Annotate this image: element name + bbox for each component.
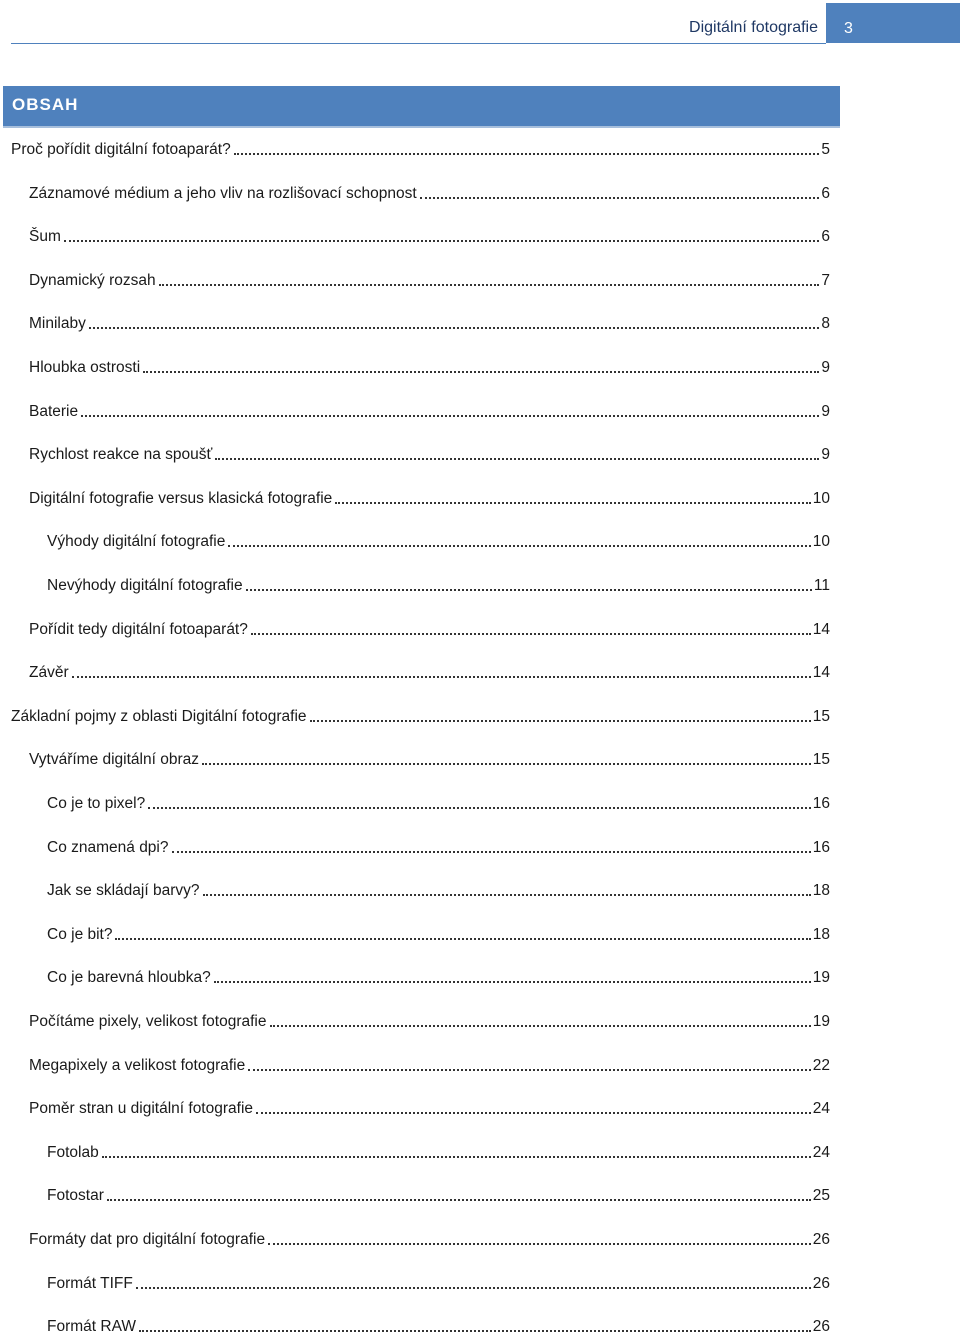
toc-dot-leader xyxy=(143,371,819,373)
toc-dot-leader xyxy=(246,589,812,591)
toc-entry-page: 15 xyxy=(812,751,830,769)
toc-entry-page: 16 xyxy=(812,795,830,812)
toc-dot-leader xyxy=(268,1243,811,1245)
toc-dot-leader xyxy=(270,1025,811,1027)
toc-dot-leader xyxy=(256,1112,811,1114)
toc-dot-leader xyxy=(139,1330,811,1332)
toc-dot-leader xyxy=(115,938,810,940)
toc-dot-leader xyxy=(248,1069,810,1071)
toc-entry[interactable] xyxy=(11,133,830,159)
toc-entry-page: 25 xyxy=(812,1187,830,1205)
toc-entry[interactable] xyxy=(47,525,830,551)
toc-dot-leader xyxy=(202,763,811,765)
toc-entry-title: Rychlost reakce na spoušť xyxy=(29,446,213,464)
toc-entry-page: 19 xyxy=(812,969,830,987)
toc-entry[interactable] xyxy=(47,1179,830,1205)
toc-dot-leader xyxy=(335,502,810,504)
toc-entry-title: Poměr stran u digitální fotografie xyxy=(29,1100,254,1118)
toc-heading: OBSAH xyxy=(12,95,79,114)
toc-entry-title: Co znamená dpi? xyxy=(47,838,169,856)
toc-heading-banner xyxy=(3,86,840,128)
running-header-title: Digitální fotografie xyxy=(689,19,818,36)
toc-entry-title: Jak se skládají barvy? xyxy=(47,882,200,900)
toc-entry-page: 5 xyxy=(821,141,830,158)
toc-entry-title: Minilaby xyxy=(29,315,86,333)
toc-dot-leader xyxy=(172,851,811,853)
toc-dot-leader xyxy=(203,894,811,896)
toc-dot-leader xyxy=(159,284,820,286)
toc-entry-page: 16 xyxy=(812,838,830,856)
toc-entry[interactable] xyxy=(29,438,830,464)
toc-entry-page: 14 xyxy=(812,664,830,682)
toc-entry[interactable] xyxy=(29,264,830,290)
toc-entry-title: Co je to pixel? xyxy=(47,795,146,812)
toc-entry-title: Výhody digitální fotografie xyxy=(47,533,226,551)
toc-entry[interactable] xyxy=(47,569,830,595)
toc-entry-page: 10 xyxy=(812,489,830,507)
toc-entry-title: Šum xyxy=(29,228,61,246)
toc-entry-page: 7 xyxy=(821,271,830,289)
toc-entry[interactable] xyxy=(47,918,830,944)
toc-entry[interactable] xyxy=(29,177,830,203)
toc-entry-title: Formát RAW xyxy=(47,1318,136,1336)
toc-entry-title: Megapixely a velikost fotografie xyxy=(29,1056,246,1074)
toc-dot-leader xyxy=(89,327,820,329)
toc-entry-page: 19 xyxy=(812,1013,830,1030)
toc-entry-title: Vytváříme digitální obraz xyxy=(29,751,200,769)
toc-entry[interactable] xyxy=(47,1310,830,1336)
toc-entry-page: 18 xyxy=(812,882,830,900)
toc-entry-title: Závěr xyxy=(29,664,69,682)
toc-entry[interactable] xyxy=(29,1005,830,1031)
page-header xyxy=(0,0,960,46)
toc-entry[interactable] xyxy=(47,787,830,813)
toc-entry-title: Dynamický rozsah xyxy=(29,271,156,289)
toc-entry[interactable] xyxy=(47,874,830,900)
toc-entry[interactable] xyxy=(47,1136,830,1162)
toc-entry[interactable] xyxy=(29,482,830,508)
toc-dot-leader xyxy=(215,458,819,460)
toc-entry[interactable] xyxy=(47,831,830,857)
toc-entry-page: 9 xyxy=(821,359,830,376)
toc-entry-page: 26 xyxy=(812,1231,830,1248)
toc-entry[interactable] xyxy=(29,220,830,246)
toc-entry-title: Hloubka ostrosti xyxy=(29,359,141,376)
toc-entry[interactable] xyxy=(47,1267,830,1293)
toc-dot-leader xyxy=(107,1199,811,1201)
toc-entry-title: Co je bit? xyxy=(47,925,113,943)
toc-dot-leader xyxy=(420,197,820,199)
toc-entry-page: 18 xyxy=(812,925,830,943)
toc-entry-title: Formát TIFF xyxy=(47,1274,133,1292)
toc-entry-title: Baterie xyxy=(29,402,79,420)
toc-entry-title: Formáty dat pro digitální fotografie xyxy=(29,1231,266,1248)
toc-dot-leader xyxy=(148,807,811,809)
toc-dot-leader xyxy=(251,633,811,635)
toc-dot-leader xyxy=(136,1287,811,1289)
toc-dot-leader xyxy=(214,981,811,983)
toc-entry-page: 24 xyxy=(812,1143,830,1161)
toc-entry-title: Nevýhody digitální fotografie xyxy=(47,577,243,594)
toc-dot-leader xyxy=(72,676,811,678)
toc-entry[interactable] xyxy=(29,1223,830,1249)
toc-entry[interactable] xyxy=(29,1049,830,1075)
toc-entry-title: Fotolab xyxy=(47,1143,99,1161)
toc-dot-leader xyxy=(234,153,820,155)
toc-dot-leader xyxy=(102,1156,811,1158)
toc-entry-page: 24 xyxy=(812,1100,830,1118)
toc-entry-page: 9 xyxy=(821,446,830,464)
toc-entry-title: Co je barevná hloubka? xyxy=(47,969,211,987)
toc-entry-title: Fotostar xyxy=(47,1187,104,1205)
toc-dot-leader xyxy=(81,415,819,417)
toc-entry-page: 6 xyxy=(821,184,830,202)
toc-entry-page: 6 xyxy=(821,228,830,246)
page-number-badge xyxy=(826,3,960,43)
toc-entry-title: Základní pojmy z oblasti Digitální fotografie xyxy=(11,707,307,725)
toc-entry-page: 22 xyxy=(812,1056,830,1074)
toc-dot-leader xyxy=(64,240,820,242)
header-rule xyxy=(11,43,826,44)
toc-entry[interactable] xyxy=(29,395,830,421)
toc-entry-title: Počítáme pixely, velikost fotografie xyxy=(29,1013,267,1030)
toc-entry-page: 15 xyxy=(812,707,830,725)
toc-entry[interactable] xyxy=(29,743,830,769)
toc-dot-leader xyxy=(310,720,811,722)
page-number: 3 xyxy=(844,20,853,37)
toc-dot-leader xyxy=(228,545,810,547)
toc-entry[interactable] xyxy=(29,613,830,639)
toc-entry[interactable] xyxy=(29,656,830,682)
toc-entry[interactable] xyxy=(29,351,830,377)
toc-entry-page: 26 xyxy=(812,1318,830,1336)
toc-entry-page: 26 xyxy=(812,1274,830,1292)
toc-entry-page: 11 xyxy=(813,577,830,594)
toc-entry-page: 10 xyxy=(812,533,830,551)
toc-entry[interactable] xyxy=(29,307,830,333)
toc-entry[interactable] xyxy=(11,700,830,726)
toc-entry-page: 8 xyxy=(821,315,830,333)
toc-entry[interactable] xyxy=(29,1092,830,1118)
toc-entry-page: 14 xyxy=(812,620,830,638)
toc-entry-title: Pořídit tedy digitální fotoaparát? xyxy=(29,620,248,638)
toc-entry[interactable] xyxy=(47,961,830,987)
toc-entry-title: Digitální fotografie versus klasická fotografie xyxy=(29,489,333,507)
toc-entry-title: Proč pořídit digitální fotoaparát? xyxy=(11,141,231,158)
toc-entry-title: Záznamové médium a jeho vliv na rozlišovací schopnost xyxy=(29,184,417,202)
toc-entry-page: 9 xyxy=(821,402,830,420)
